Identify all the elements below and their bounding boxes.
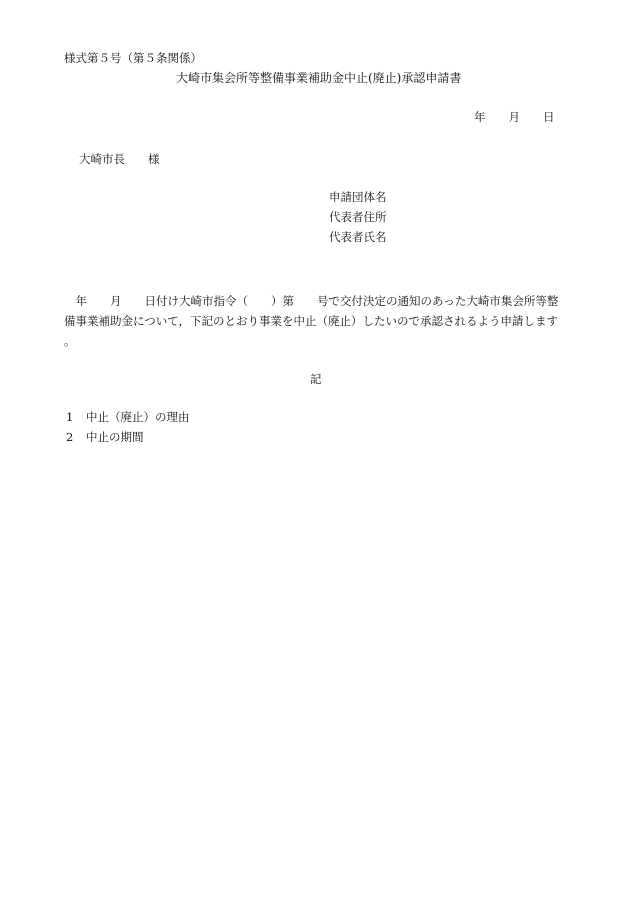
list-item: [66, 410, 190, 430]
applicant-organization-label: 申請団体名: [329, 190, 387, 204]
body-line: 備事業補助金について，下記のとおり事業を中止（廃止）したいので承認されるよう申請します: [64, 314, 559, 328]
item-number: 2: [66, 430, 74, 444]
date-line: 年 月 日: [474, 110, 555, 124]
item-list: [66, 410, 190, 450]
document-title: 大崎市集会所等整備事業補助金中止(廃止)承認申請書: [176, 71, 462, 85]
applicant-block: [329, 190, 387, 250]
form-number: 様式第５号（第５条関係）: [64, 51, 202, 65]
item-label: 中止（廃止）の理由: [86, 410, 190, 424]
representative-address-label: 代表者住所: [329, 210, 387, 224]
item-number: 1: [66, 410, 74, 424]
list-item: [66, 430, 190, 450]
body-paragraph: [64, 291, 584, 351]
item-label: 中止の期間: [86, 430, 144, 444]
body-line: 。: [64, 334, 76, 348]
representative-name-label: 代表者氏名: [329, 230, 387, 244]
ki-heading: 記: [310, 372, 322, 386]
body-line: 年 月 日付け大崎市指令（ ）第 号で交付決定の通知のあった大崎市集会所等整: [64, 294, 559, 308]
addressee: 大崎市長 様: [79, 152, 160, 166]
